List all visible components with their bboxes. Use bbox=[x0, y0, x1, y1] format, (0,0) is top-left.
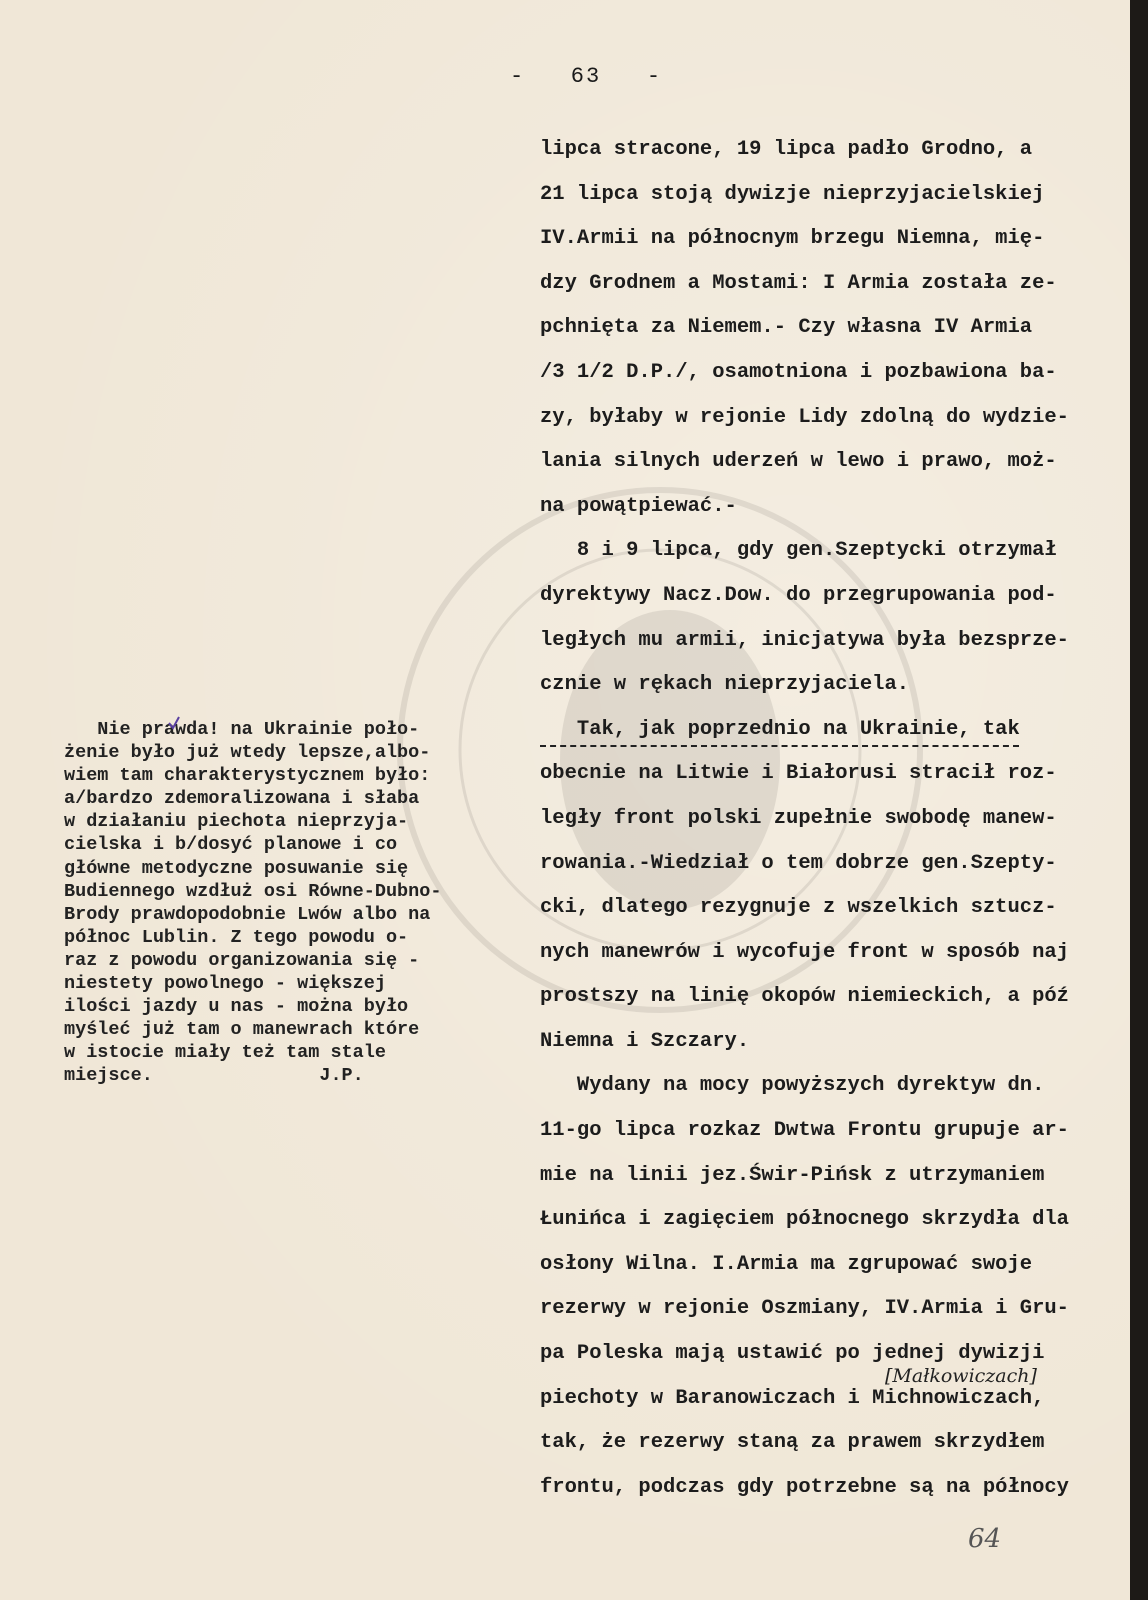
body-line: cznie w rękach nieprzyjaciela. bbox=[540, 673, 910, 697]
body-line: prostszy na linię okopów niemieckich, a póź bbox=[540, 985, 1069, 1009]
archive-page-number: 64 bbox=[968, 1524, 1002, 1554]
page-number: - 63 - bbox=[510, 64, 663, 89]
annotation-line: ilości jazdy u nas - można było bbox=[64, 996, 409, 1018]
body-line: frontu, podczas gdy potrzebne są na północy bbox=[540, 1475, 1069, 1499]
body-line: 11-go lipca rozkaz Dwtwa Frontu grupuje ar- bbox=[540, 1119, 1069, 1143]
body-line: /3 1/2 D.P./, osamotniona i pozbawiona ba- bbox=[540, 360, 1057, 384]
annotation-line: Budiennego wzdłuż osi Równe-Dubno- bbox=[64, 880, 442, 902]
body-line: obecnie na Litwie i Białorusi stracił roz- bbox=[540, 762, 1057, 786]
annotation-line: Brody prawdopodobnie Lwów albo na bbox=[64, 903, 431, 925]
body-line: cki, dlatego rezygnuje z wszelkich sztucz- bbox=[540, 896, 1057, 920]
body-line: zy, byłaby w rejonie Lidy zdolną do wydzie- bbox=[540, 405, 1069, 429]
body-line: ległych mu armii, inicjatywa była bezsprze- bbox=[540, 628, 1069, 652]
handwritten-insert: [Małkowiczach] bbox=[885, 1365, 1037, 1387]
body-line: pchnięta za Niemem.- Czy własna IV Armia bbox=[540, 316, 1033, 340]
main-body-text bbox=[540, 128, 1125, 1510]
body-line: rezerwy w rejonie Oszmiany, IV.Armia i Gru- bbox=[540, 1297, 1069, 1321]
page-edge-shadow bbox=[1130, 0, 1148, 1600]
body-line: tak, że rezerwy staną za prawem skrzydłem bbox=[540, 1431, 1045, 1455]
annotation-line: cielska i b/dosyć planowe i co bbox=[64, 834, 398, 856]
body-line: na powątpiewać.- bbox=[540, 494, 737, 518]
body-line: IV.Armii na północnym brzegu Niemna, mię- bbox=[540, 227, 1045, 251]
annotation-line: główne metodyczne posuwanie się bbox=[64, 857, 409, 879]
body-line: nych manewrów i wycofuje front w sposób naj bbox=[540, 940, 1069, 964]
annotation-line: niestety powolnego - większej bbox=[64, 973, 386, 995]
annotation-line: myśleć już tam o manewrach które bbox=[64, 1019, 420, 1041]
annotation-line: w działaniu piechota nieprzyja- bbox=[64, 811, 409, 833]
annotation-line: w istocie miały też tam stale bbox=[64, 1042, 386, 1064]
body-line: 8 i 9 lipca, gdy gen.Szeptycki otrzymał bbox=[540, 539, 1057, 563]
body-line: lania silnych uderzeń w lewo i prawo, moż- bbox=[540, 450, 1057, 474]
annotation-line: północ Lublin. Z tego powodu o- bbox=[64, 926, 409, 948]
body-line: 21 lipca stoją dywizje nieprzyjacielskiej bbox=[540, 182, 1045, 206]
body-line: mie na linii jez.Świr-Pińsk z utrzymaniem bbox=[540, 1163, 1045, 1187]
handwritten-check-icon bbox=[168, 716, 180, 730]
annotation-line: Nie prawda! na Ukrainie poło- bbox=[64, 719, 420, 740]
body-line: legły front polski zupełnie swobodę manew- bbox=[540, 806, 1057, 830]
body-line: pa Poleska mają ustawić po jednej dywizji bbox=[540, 1342, 1045, 1366]
body-line: Łunińca i zagięciem północnego skrzydła dla bbox=[540, 1208, 1069, 1232]
body-line-underlined: Tak, jak poprzednio na Ukrainie, tak bbox=[540, 717, 1020, 741]
body-line: rowania.-Wiedział o tem dobrze gen.Szepty- bbox=[540, 851, 1057, 875]
annotation-line: miejsce. J.P. bbox=[64, 1065, 364, 1087]
annotation-line: a/bardzo zdemoralizowana i słaba bbox=[64, 788, 420, 810]
annotation-line: wiem tam charakterystycznem było: bbox=[64, 765, 431, 787]
body-line: Wydany na mocy powyższych dyrektyw dn. bbox=[540, 1074, 1045, 1098]
margin-annotation bbox=[64, 718, 524, 1088]
body-line: piechoty w Baranowiczach i Michnowiczach, bbox=[540, 1386, 1045, 1410]
annotation-line: żenie było już wtedy lepsze,albo- bbox=[64, 742, 431, 764]
body-line: dyrektywy Nacz.Dow. do przegrupowania pod- bbox=[540, 583, 1057, 607]
body-line: Niemna i Szczary. bbox=[540, 1029, 750, 1053]
body-line: dzy Grodnem a Mostami: I Armia została ze- bbox=[540, 271, 1057, 295]
annotation-line: raz z powodu organizowania się - bbox=[64, 949, 420, 971]
body-line: lipca stracone, 19 lipca padło Grodno, a bbox=[540, 138, 1033, 161]
body-line: osłony Wilna. I.Armia ma zgrupować swoje bbox=[540, 1252, 1033, 1276]
